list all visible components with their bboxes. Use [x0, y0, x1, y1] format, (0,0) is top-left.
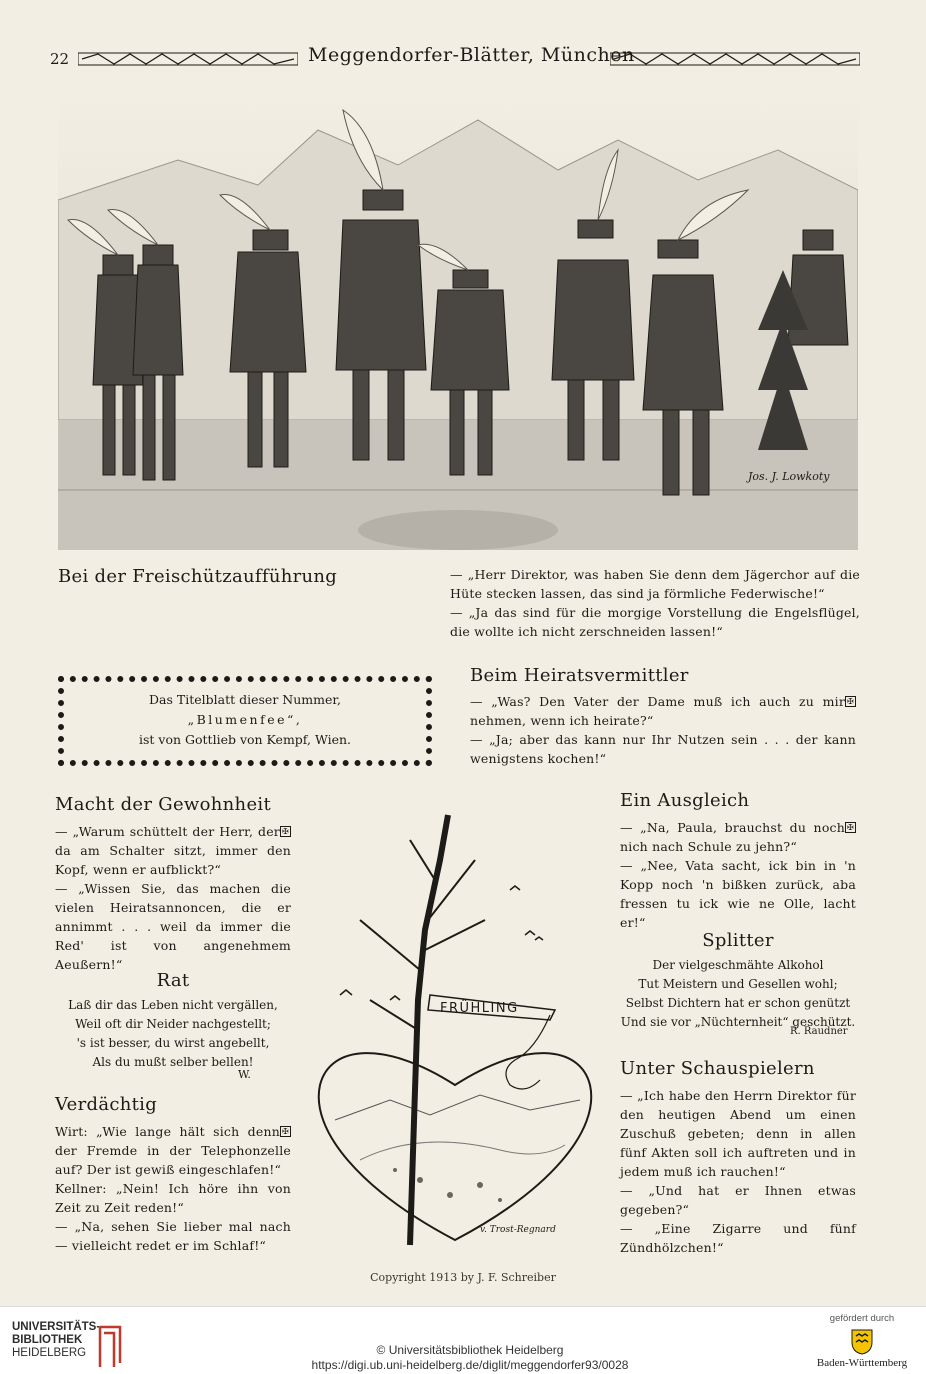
unter-title: Unter Schauspielern [620, 1058, 815, 1079]
viewer-footer [0, 1306, 926, 1374]
illustrator-signature-top: Jos. J. Lowkoty [748, 470, 830, 483]
heirat-line-1: ✠ — „Was? Den Vater der Dame muß ich auch zu mir nehmen, wenn ich heirate?“ [470, 692, 856, 730]
unter-line-2: — „Und hat er Ihnen etwas gegeben?“ [620, 1183, 856, 1217]
verdaechtig-text [55, 1122, 291, 1255]
splitter-signature: R. Raudner [790, 1026, 848, 1037]
freischuetz-line-2: — „Ja das sind für die morgige Vorstellung die Engelsflügel, die wollte ich nicht zerschneiden lassen!“ [450, 605, 860, 639]
ausgleich-title: Ein Ausgleich [620, 790, 750, 811]
ausgleich-text [620, 818, 856, 932]
heirat-title: Beim Heiratsvermittler [470, 665, 689, 686]
splitter-title: Splitter [702, 930, 774, 951]
splitter-line-1: Der vielgeschmähte Alkohol [652, 958, 824, 972]
section-mark-icon: ✠ [845, 822, 856, 833]
notice-line-3: ist von Gottlieb von Kempf, Wien. [139, 732, 351, 747]
macht-line-1: ✠ — „Warum schüttelt der Herr, der da am Schalter sitzt, immer den Kopf, wenn er aufblickt?“ [55, 824, 291, 877]
ausgleich-line-2: — „Nee, Vata sacht, ick bin in 'n Kopp noch 'n bißken zurück, aba fressen tu ick wie ne Olle, lacht er!“ [620, 858, 856, 930]
splitter-line-3: Selbst Dichtern hat er schon genützt [625, 996, 851, 1010]
page-header [50, 44, 860, 72]
unter-line-1: — „Ich habe den Herrn Direktor für den heutigen Abend um einen Zuschuß gebeten; denn in allen fünf Akten soll ich auftreten und in jedem muß ich rauchen!“ [620, 1088, 856, 1179]
rat-line-2: Weil oft dir Neider nachgestellt; [75, 1017, 271, 1031]
verdaechtig-title: Verdächtig [55, 1094, 158, 1115]
header-ornament-left [78, 52, 298, 66]
section-mark-icon: ✠ [280, 826, 291, 837]
unter-line-3: — „Eine Zigarre und fünf Zündhölzchen!“ [620, 1221, 856, 1255]
splitter-line-2: Tut Meistern und Gesellen wohl; [638, 977, 838, 991]
title-page-notice-box [58, 676, 432, 766]
splitter-line-4: Und sie vor „Nüchternheit“ geschützt. [620, 1015, 856, 1029]
fruehling-heart-illustration [300, 800, 610, 1250]
rat-title: Rat [156, 970, 190, 991]
baden-wuerttemberg-logo[interactable] [806, 1313, 918, 1373]
rat-signature: W. [238, 1068, 251, 1081]
page-number: 22 [50, 50, 70, 68]
ub-logo-icon [94, 1323, 126, 1369]
freischuetz-title: Bei der Freischützaufführung [58, 566, 338, 587]
rat-line-3: 's ist besser, du wirst angebellt, [76, 1036, 270, 1050]
rat-line-1: Laß dir das Leben nicht vergällen, [68, 998, 278, 1012]
macht-title: Macht der Gewohnheit [55, 794, 271, 815]
ausgleich-line-1: ✠ — „Na, Paula, brauchst du noch nich nach Schule zu jehn?“ [620, 818, 856, 856]
notice-line-2: „Blumenfee“, [187, 712, 303, 727]
heirat-text [470, 692, 856, 768]
notice-line-1: Das Titelblatt dieser Nummer, [149, 692, 341, 707]
footer-copyright: © Universitätsbibliothek Heidelberg [376, 1343, 564, 1357]
footer-credit [260, 1343, 680, 1373]
unter-text [620, 1086, 856, 1257]
verdaechtig-line-3: — „Na, sehen Sie lieber mal nach — vielleicht redet er im Schlaf!“ [55, 1219, 291, 1253]
fruehling-banner: FRÜHLING [440, 1001, 519, 1016]
section-mark-icon: ✠ [845, 696, 856, 707]
funded-by-label: gefördert durch [829, 1313, 895, 1324]
header-ornament-right [610, 52, 860, 66]
illustrator-signature-mid: v. Trost-Regnard [480, 1225, 556, 1235]
coat-of-arms-icon [847, 1326, 877, 1356]
macht-text [55, 822, 291, 974]
rat-poem [55, 996, 291, 1072]
splitter-poem [620, 956, 856, 1032]
rat-line-4: Als du mußt selber bellen! [92, 1055, 254, 1069]
heirat-line-2: — „Ja; aber das kann nur Ihr Nutzen sein . . . der kann wenigstens kochen!“ [470, 732, 856, 766]
jaegerchor-illustration [58, 90, 858, 550]
journal-title: Meggendorfer-Blätter, München [308, 44, 635, 66]
freischuetz-line-1: — „Herr Direktor, was haben Sie denn dem Jägerchor auf die Hüte stecken lassen, das sind ja förmliche Federwische!“ [450, 567, 860, 601]
footer-url[interactable]: https://digi.ub.uni-heidelberg.de/diglit/meggendorfer93/0028 [311, 1358, 629, 1372]
copyright-line: Copyright 1913 by J. F. Schreiber [370, 1271, 556, 1284]
freischuetz-text [450, 565, 860, 641]
verdaechtig-line-1: ✠ Wirt: „Wie lange hält sich denn der Fremde in der Telephonzelle auf? Der ist gewiß eingeschlafen!“ [55, 1124, 291, 1177]
ub-heidelberg-logo[interactable]: UNIVERSITÄTS- BIBLIOTHEK HEIDELBERG [12, 1321, 101, 1359]
state-name: Baden-Württemberg [816, 1357, 908, 1369]
macht-line-2: — „Wissen Sie, das machen die vielen Heiratsannoncen, die er annimmt . . . weil da immer die Red' ist von angenehmem Aeußern!“ [55, 881, 291, 972]
verdaechtig-line-2: Kellner: „Nein! Ich höre ihn von Zeit zu Zeit reden!“ [55, 1181, 291, 1215]
section-mark-icon: ✠ [280, 1126, 291, 1137]
